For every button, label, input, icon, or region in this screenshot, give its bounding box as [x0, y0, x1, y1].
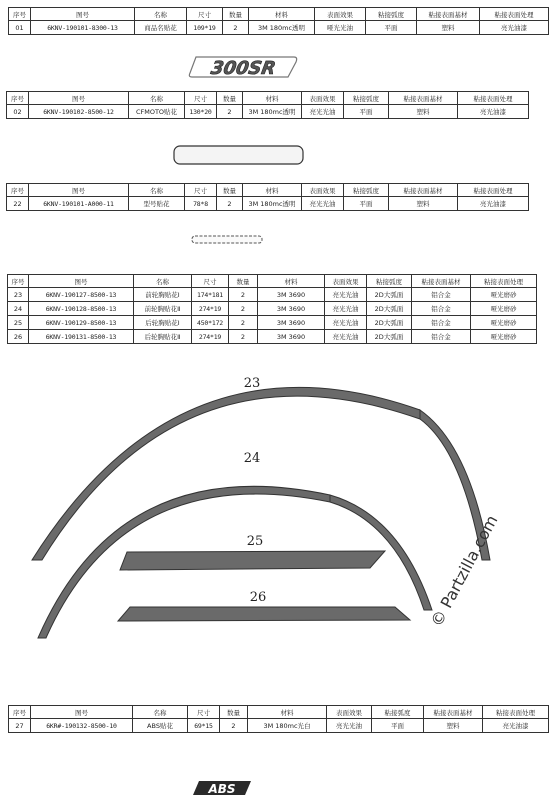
header-size: 尺寸 — [185, 92, 217, 105]
header-index: 序号 — [9, 8, 31, 21]
cell-surface-treatment: 亮光油漆 — [458, 105, 529, 119]
spec-table-02 — [6, 91, 529, 119]
cell-surface-effect: 亮光光油 — [327, 719, 372, 733]
cell-surface-effect: 亮光光油 — [325, 316, 367, 330]
stripe-25 — [120, 551, 385, 570]
cell-size: 69*15 — [188, 719, 220, 733]
header-adhesion-curvature: 粘接弧度 — [344, 92, 389, 105]
header-size: 尺寸 — [185, 184, 217, 197]
model-logo-300sr — [188, 53, 300, 81]
table-row — [9, 719, 549, 733]
header-surface-effect: 表面效果 — [302, 92, 344, 105]
cell-material: 3M 180mc透明 — [249, 21, 315, 35]
cell-surface-treatment: 亮光油漆 — [458, 197, 529, 211]
abs-logo — [191, 779, 253, 797]
cell-material: 3M 180mc透明 — [243, 105, 302, 119]
header-material: 材料 — [249, 8, 315, 21]
header-surface-treatment: 粘接表面处理 — [458, 184, 529, 197]
cell-size: 274*19 — [192, 302, 229, 316]
header-adhesion-curvature: 粘接弧度 — [366, 8, 417, 21]
cell-adhesion-curvature: 2D大弧面 — [367, 330, 412, 344]
spec-table-22 — [6, 183, 529, 211]
cell-quantity: 2 — [229, 288, 258, 302]
header-part-number: 图号 — [31, 706, 133, 719]
part-label-25: 25 — [246, 534, 264, 549]
header-surface-treatment: 粘接表面处理 — [458, 92, 529, 105]
fender-stripe-diagram — [0, 370, 549, 670]
cell-size: 450*172 — [192, 316, 229, 330]
cell-size: 109*19 — [187, 21, 223, 35]
header-part-number: 图号 — [29, 184, 129, 197]
cell-name: 前轮胸贴花Ⅱ — [134, 302, 192, 316]
cell-name: 后轮胸贴花Ⅰ — [134, 316, 192, 330]
cell-quantity: 2 — [223, 21, 249, 35]
table-row — [8, 302, 537, 316]
table-row — [8, 316, 537, 330]
cfmoto-decal-outline — [172, 143, 306, 167]
cell-quantity: 2 — [217, 105, 243, 119]
cell-size: 274*19 — [192, 330, 229, 344]
header-part-number: 图号 — [29, 92, 129, 105]
cell-material: 3M 3690 — [258, 330, 325, 344]
cell-index: 24 — [8, 302, 29, 316]
header-name: 名称 — [133, 706, 188, 719]
header-substrate: 粘接表面基材 — [424, 706, 483, 719]
table-row — [8, 330, 537, 344]
table-row — [8, 288, 537, 302]
header-substrate: 粘接表面基材 — [389, 184, 458, 197]
header-surface-treatment: 粘接表面处理 — [480, 8, 549, 21]
cell-surface-effect: 亮光光油 — [325, 330, 367, 344]
watermark-text: © Partzilla.com — [426, 511, 502, 630]
header-size: 尺寸 — [188, 706, 220, 719]
cell-name: 前轮胸贴花Ⅰ — [134, 288, 192, 302]
cell-surface-effect: 亮光光油 — [325, 288, 367, 302]
table-row — [7, 105, 529, 119]
cell-surface-treatment: 哑光磨砂 — [471, 302, 537, 316]
cell-size: 78*8 — [185, 197, 217, 211]
cell-material: 3M 180mc光白 — [248, 719, 327, 733]
cell-substrate: 塑料 — [417, 21, 480, 35]
cell-name: 后轮胸贴花Ⅱ — [134, 330, 192, 344]
model-logo-text: 300SR — [209, 58, 278, 79]
cell-name: 型号贴花 — [129, 197, 185, 211]
cell-adhesion-curvature: 平面 — [366, 21, 417, 35]
cell-substrate: 铝合金 — [412, 330, 471, 344]
cell-name: ABS贴花 — [133, 719, 188, 733]
cell-surface-treatment: 亮光油漆 — [483, 719, 549, 733]
header-surface-treatment: 粘接表面处理 — [471, 275, 537, 288]
header-index: 序号 — [9, 706, 31, 719]
header-surface-effect: 表面效果 — [327, 706, 372, 719]
header-material: 材料 — [243, 184, 302, 197]
table-header-row — [9, 8, 549, 21]
cell-quantity: 2 — [217, 197, 243, 211]
cell-adhesion-curvature: 平面 — [344, 197, 389, 211]
cell-part-number: 6KNV-190102-8500-12 — [29, 105, 129, 119]
header-name: 名称 — [134, 275, 192, 288]
part-label-24: 24 — [243, 451, 261, 466]
spec-table-01 — [8, 7, 549, 35]
header-index: 序号 — [7, 92, 29, 105]
cell-substrate: 铝合金 — [412, 288, 471, 302]
header-substrate: 粘接表面基材 — [417, 8, 480, 21]
table-header-row — [9, 706, 549, 719]
cell-surface-effect: 亮光光油 — [325, 302, 367, 316]
header-surface-effect: 表面效果 — [325, 275, 367, 288]
header-index: 序号 — [7, 184, 29, 197]
cell-substrate: 塑料 — [389, 105, 458, 119]
header-size: 尺寸 — [192, 275, 229, 288]
spec-table-27 — [8, 705, 549, 733]
cell-quantity: 2 — [229, 330, 258, 344]
cell-adhesion-curvature: 平面 — [344, 105, 389, 119]
cell-material: 3M 3690 — [258, 316, 325, 330]
cell-adhesion-curvature: 2D大弧面 — [367, 302, 412, 316]
header-adhesion-curvature: 粘接弧度 — [344, 184, 389, 197]
header-material: 材料 — [248, 706, 327, 719]
model-decal-small — [190, 233, 264, 245]
header-material: 材料 — [243, 92, 302, 105]
header-size: 尺寸 — [187, 8, 223, 21]
cell-substrate: 铝合金 — [412, 302, 471, 316]
header-adhesion-curvature: 粘接弧度 — [367, 275, 412, 288]
table-header-row — [8, 275, 537, 288]
header-quantity: 数量 — [220, 706, 248, 719]
header-name: 名称 — [135, 8, 187, 21]
cell-substrate: 塑料 — [424, 719, 483, 733]
header-adhesion-curvature: 粘接弧度 — [372, 706, 424, 719]
cell-substrate: 铝合金 — [412, 316, 471, 330]
table-header-row — [7, 92, 529, 105]
table-header-row — [7, 184, 529, 197]
cell-material: 3M 3690 — [258, 302, 325, 316]
header-substrate: 粘接表面基材 — [389, 92, 458, 105]
header-quantity: 数量 — [223, 8, 249, 21]
cell-index: 27 — [9, 719, 31, 733]
header-part-number: 图号 — [29, 275, 134, 288]
stripe-23 — [32, 387, 420, 560]
cell-adhesion-curvature: 2D大弧面 — [367, 316, 412, 330]
header-name: 名称 — [129, 92, 185, 105]
header-substrate: 粘接表面基材 — [412, 275, 471, 288]
cell-part-number: 6KNV-190101-A000-11 — [29, 197, 129, 211]
abs-logo-text: ABS — [208, 782, 236, 796]
cell-quantity: 2 — [229, 302, 258, 316]
cell-quantity: 2 — [220, 719, 248, 733]
part-label-26: 26 — [249, 590, 267, 605]
cell-material: 3M 3690 — [258, 288, 325, 302]
header-quantity: 数量 — [217, 92, 243, 105]
header-surface-treatment: 粘接表面处理 — [483, 706, 549, 719]
cell-surface-treatment: 亮光油漆 — [480, 21, 549, 35]
cell-index: 22 — [7, 197, 29, 211]
cell-part-number: 6KNV-190101-8300-13 — [31, 21, 135, 35]
cell-surface-treatment: 哑光磨砂 — [471, 330, 537, 344]
cell-size: 174*181 — [192, 288, 229, 302]
cell-material: 3M 180mc透明 — [243, 197, 302, 211]
cell-part-number: 6KNV-190127-8500-13 — [29, 288, 134, 302]
cell-part-number: 6KNV-190129-8500-13 — [29, 316, 134, 330]
cell-part-number: 6KNV-190128-8500-13 — [29, 302, 134, 316]
table-row — [7, 197, 529, 211]
cell-surface-effect: 亮光光油 — [302, 105, 344, 119]
cell-index: 02 — [7, 105, 29, 119]
spec-table-23-26 — [7, 274, 537, 344]
header-name: 名称 — [129, 184, 185, 197]
part-label-23: 23 — [243, 376, 261, 391]
cell-name: CFMOTO贴花 — [129, 105, 185, 119]
cell-index: 25 — [8, 316, 29, 330]
header-part-number: 图号 — [31, 8, 135, 21]
cell-part-number: 6KNV-190131-8500-13 — [29, 330, 134, 344]
header-quantity: 数量 — [217, 184, 243, 197]
cell-index: 26 — [8, 330, 29, 344]
cell-surface-treatment: 哑光磨砂 — [471, 288, 537, 302]
table-row — [9, 21, 549, 35]
cell-surface-treatment: 哑光磨砂 — [471, 316, 537, 330]
cell-surface-effect: 亮光光油 — [302, 197, 344, 211]
cell-part-number: 6KR#-190132-8500-10 — [31, 719, 133, 733]
cell-name: 商品名贴花 — [135, 21, 187, 35]
header-material: 材料 — [258, 275, 325, 288]
cell-size: 130*20 — [185, 105, 217, 119]
cell-substrate: 塑料 — [389, 197, 458, 211]
cell-index: 01 — [9, 21, 31, 35]
cell-adhesion-curvature: 平面 — [372, 719, 424, 733]
header-surface-effect: 表面效果 — [302, 184, 344, 197]
cell-index: 23 — [8, 288, 29, 302]
cell-adhesion-curvature: 2D大弧面 — [367, 288, 412, 302]
header-surface-effect: 表面效果 — [315, 8, 366, 21]
cell-surface-effect: 哑光光油 — [315, 21, 366, 35]
stripe-26 — [118, 607, 410, 621]
header-quantity: 数量 — [229, 275, 258, 288]
cell-quantity: 2 — [229, 316, 258, 330]
header-index: 序号 — [8, 275, 29, 288]
